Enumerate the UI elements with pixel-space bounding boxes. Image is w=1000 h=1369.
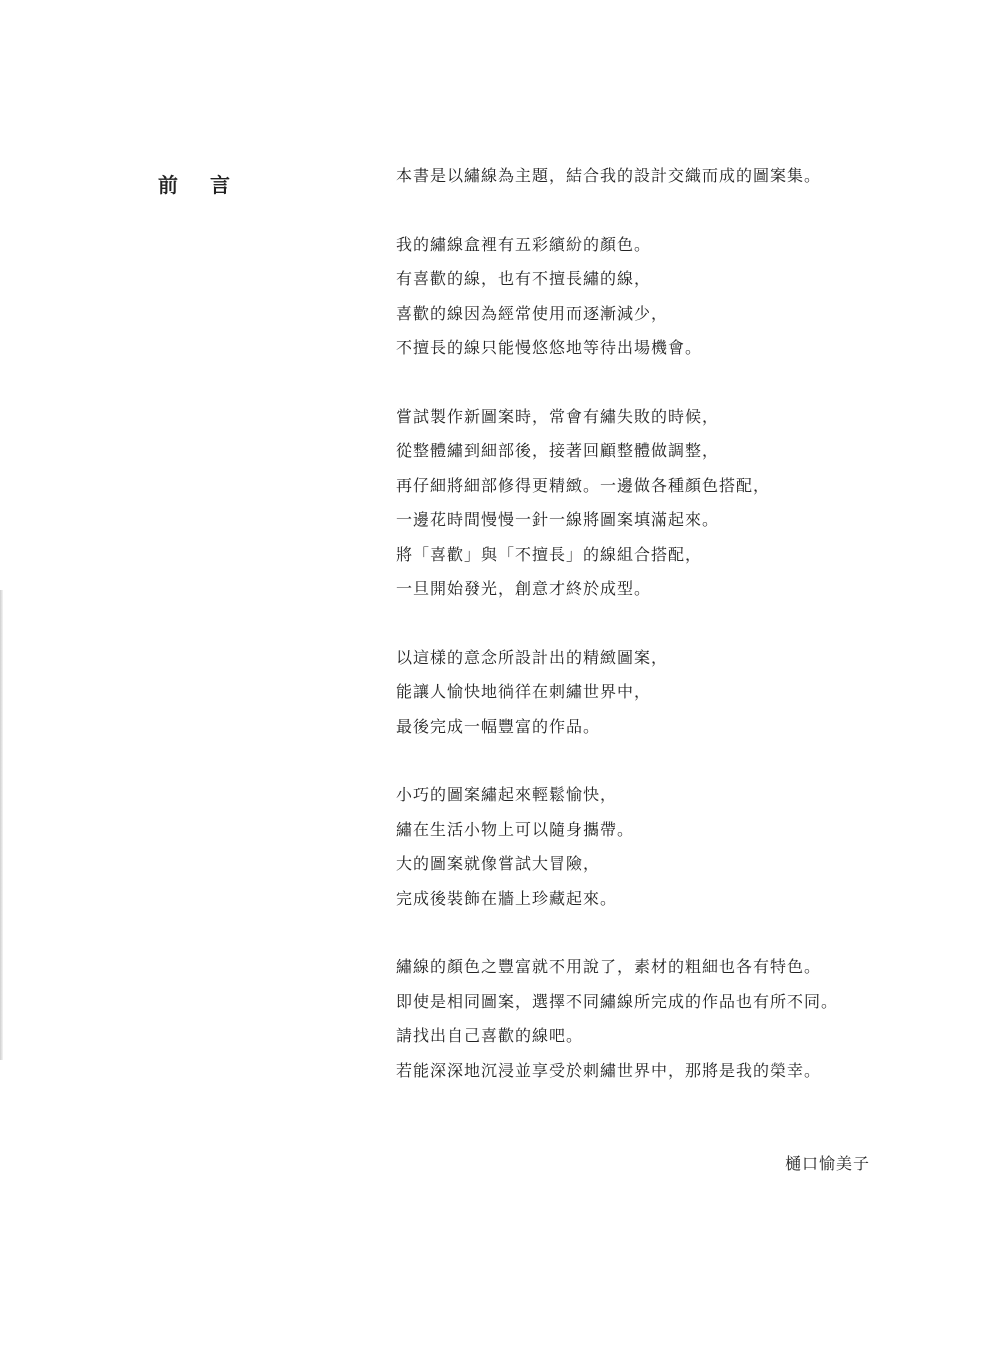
text-line: 有喜歡的線，也有不擅長繡的線，	[396, 269, 652, 288]
paragraph	[396, 400, 916, 607]
text-line: 嘗試製作新圖案時，常會有繡失敗的時候，	[396, 406, 720, 426]
text-line: 以這樣的意念所設計出的精緻圖案，	[396, 647, 669, 667]
text-line: 繡在生活小物上可以隨身攜帶。	[396, 819, 635, 839]
page-heading: 前言	[158, 173, 262, 198]
text-line: 小巧的圖案繡起來輕鬆愉快，	[396, 785, 618, 804]
text-line: 我的繡線盒裡有五彩繽紛的顏色。	[396, 234, 652, 254]
text-line: 大的圖案就像嘗試大冒險，	[396, 854, 601, 873]
page-edge-shadow	[0, 590, 3, 1060]
text-line: 不擅長的線只能慢悠悠地等待出場機會。	[396, 338, 703, 357]
text-line: 完成後裝飾在牆上珍藏起來。	[396, 888, 618, 908]
preface-body	[396, 159, 916, 1122]
text-line: 從整體繡到細部後，接著回顧整體做調整，	[396, 441, 720, 460]
author-signature: 樋口愉美子	[784, 1154, 870, 1173]
text-line: 喜歡的線因為經常使用而逐漸減少，	[396, 303, 669, 323]
paragraph	[396, 228, 916, 366]
text-line: 請找出自己喜歡的線吧。	[396, 1026, 584, 1045]
text-line: 繡線的顏色之豐富就不用說了，素材的粗細也各有特色。	[396, 957, 822, 976]
text-line: 若能深深地沉浸並享受於刺繡世界中，那將是我的榮幸。	[396, 1060, 822, 1080]
paragraph	[396, 778, 916, 916]
text-line: 一旦開始發光，創意才終於成型。	[396, 579, 652, 598]
paragraph	[396, 641, 916, 745]
paragraph	[396, 950, 916, 1088]
text-line: 將「喜歡」與「不擅長」的線組合搭配，	[396, 544, 703, 564]
text-line: 一邊花時間慢慢一針一線將圖案填滿起來。	[396, 510, 720, 529]
text-line: 能讓人愉快地徜徉在刺繡世界中，	[396, 682, 652, 701]
text-line: 再仔細將細部修得更精緻。一邊做各種顏色搭配，	[396, 475, 771, 495]
text-line: 即使是相同圖案，選擇不同繡線所完成的作品也有所不同。	[396, 991, 839, 1011]
text-line: 最後完成一幅豐富的作品。	[396, 716, 601, 736]
paragraph	[396, 159, 916, 194]
text-line: 本書是以繡線為主題，結合我的設計交織而成的圖案集。	[396, 166, 822, 185]
